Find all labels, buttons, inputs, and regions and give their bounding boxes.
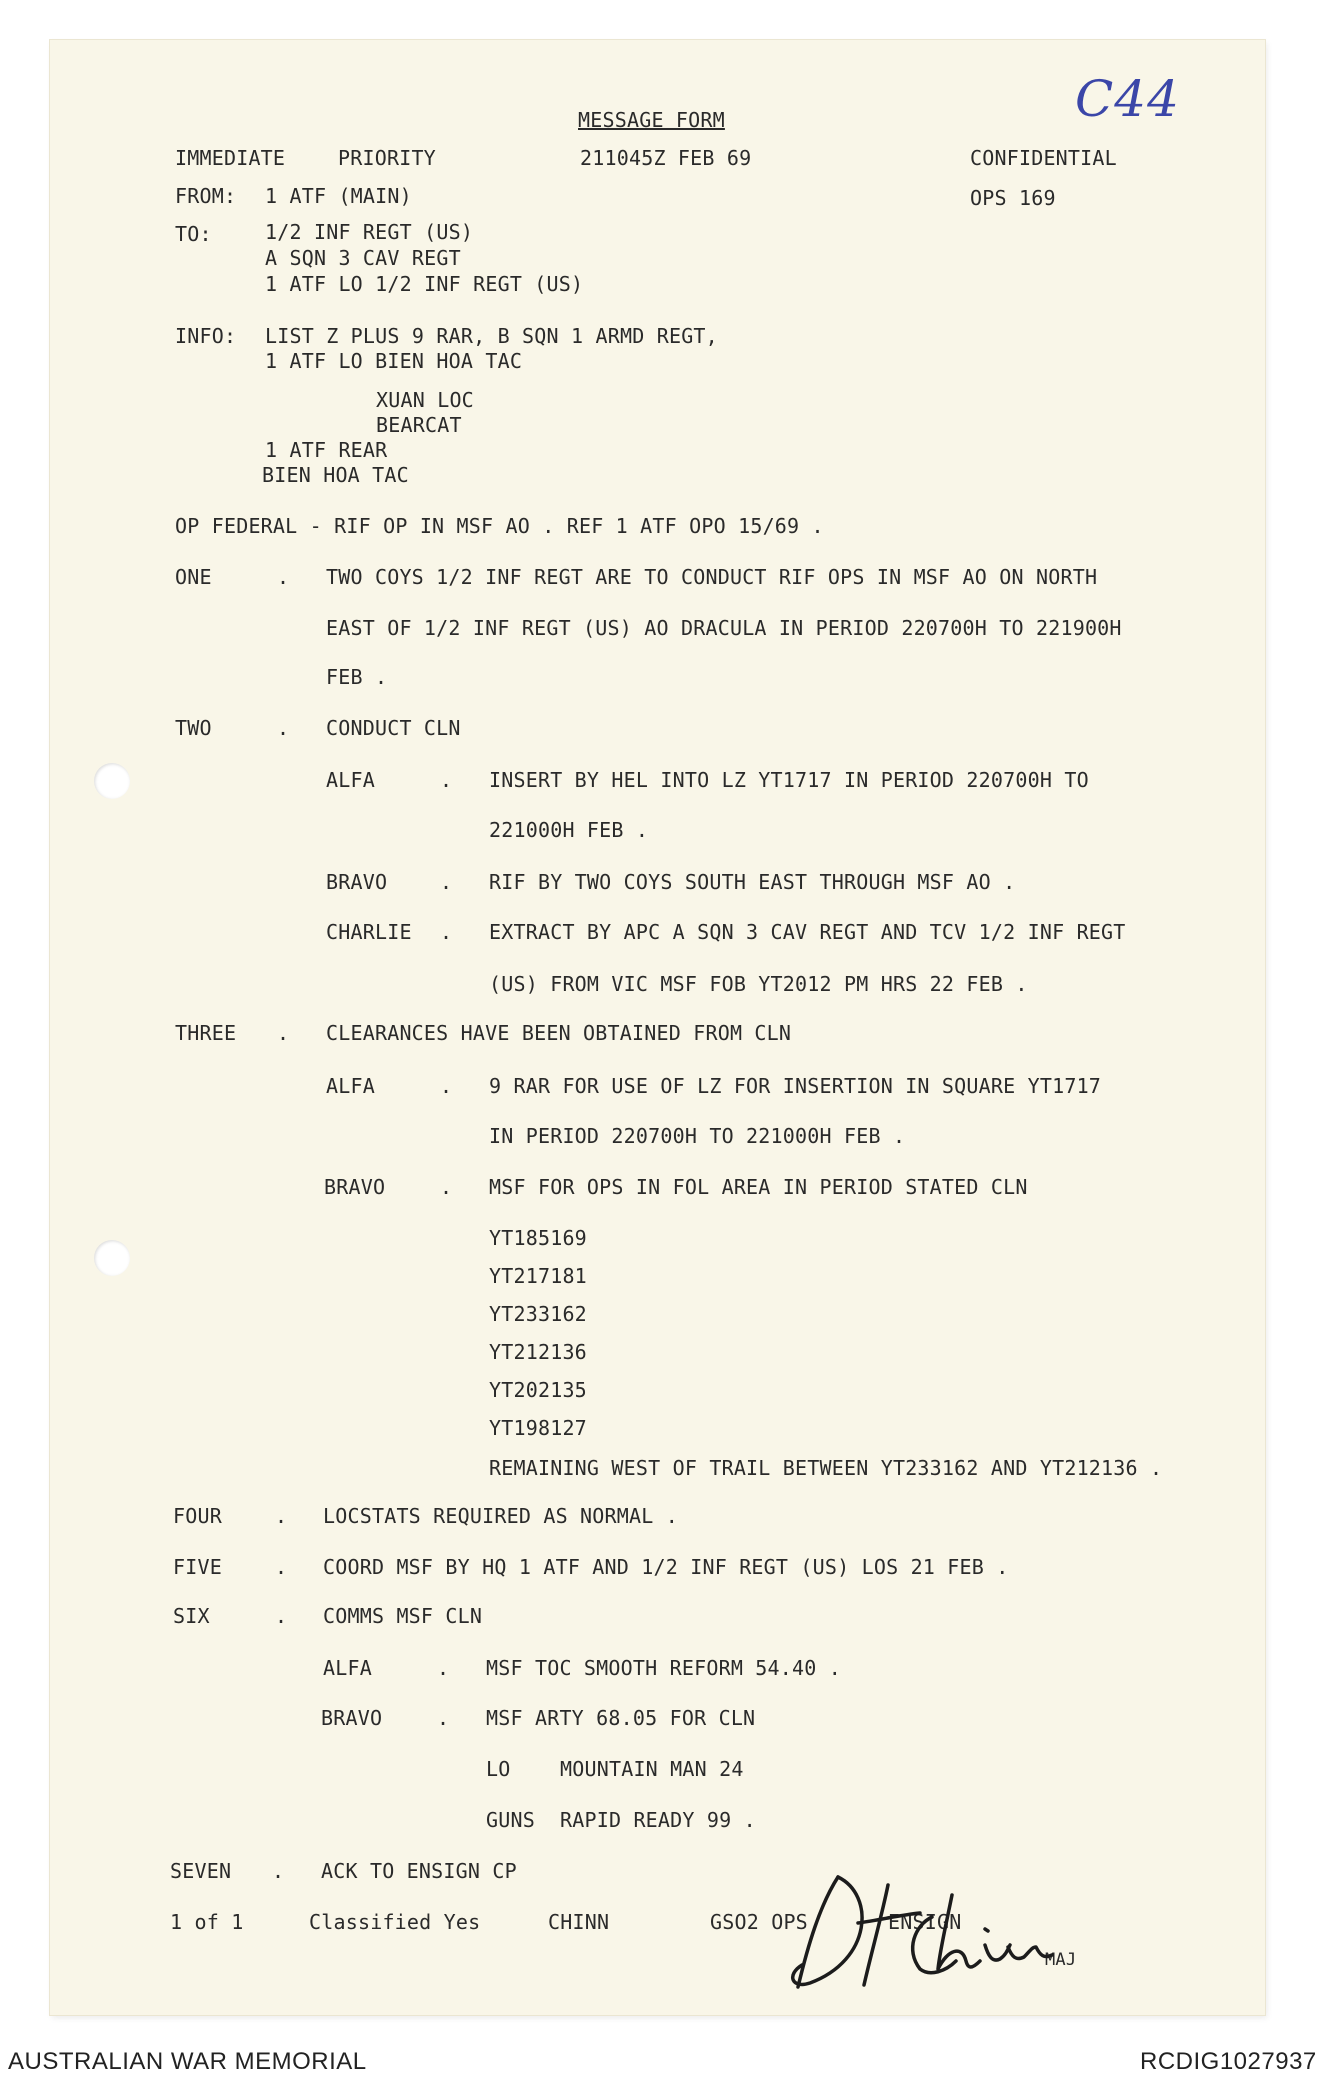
sub-bravo-label: BRAVO bbox=[321, 1706, 383, 1730]
info-label: INFO: bbox=[175, 324, 237, 348]
sub-alfa-label: ALFA bbox=[326, 1074, 375, 1098]
para-four-label: FOUR bbox=[173, 1504, 222, 1528]
sub-charlie-label: CHARLIE bbox=[326, 920, 412, 944]
info-tail-line: 1 ATF REAR bbox=[265, 438, 388, 462]
para-five-text: COORD MSF BY HQ 1 ATF AND 1/2 INF REGT (US) LOS 21 FEB . bbox=[323, 1555, 1009, 1579]
para-five-dot: . bbox=[275, 1555, 288, 1579]
grid-ref: YT185169 bbox=[489, 1226, 587, 1250]
para-seven-text: ACK TO ENSIGN CP bbox=[321, 1859, 517, 1883]
subject-line: OP FEDERAL - RIF OP IN MSF AO . REF 1 ATF OPO 15/69 . bbox=[175, 514, 824, 538]
form-title: MESSAGE FORM bbox=[578, 108, 725, 132]
sub-dot: . bbox=[440, 768, 453, 792]
originator-appointment: GSO2 OPS bbox=[710, 1910, 808, 1934]
para-six-text: COMMS MSF CLN bbox=[323, 1604, 483, 1628]
para-one-line: FEB . bbox=[326, 665, 388, 689]
para-one-dot: . bbox=[277, 565, 290, 589]
grid-ref: YT202135 bbox=[489, 1378, 587, 1402]
sub-alfa-line: IN PERIOD 220700H TO 221000H FEB . bbox=[489, 1124, 906, 1148]
sub-alfa-label: ALFA bbox=[323, 1656, 372, 1680]
info-sub-line: XUAN LOC bbox=[376, 388, 474, 412]
to-line: 1 ATF LO 1/2 INF REGT (US) bbox=[265, 272, 584, 296]
remaining-line: REMAINING WEST OF TRAIL BETWEEN YT233162 AND YT212136 . bbox=[489, 1456, 1163, 1480]
lo-label: LO bbox=[486, 1757, 511, 1781]
sub-bravo-line: RIF BY TWO COYS SOUTH EAST THROUGH MSF AO . bbox=[489, 870, 1016, 894]
sub-alfa-line: MSF TOC SMOOTH REFORM 54.40 . bbox=[486, 1656, 841, 1680]
para-two-dot: . bbox=[277, 716, 290, 740]
footer-institution: AUSTRALIAN WAR MEMORIAL bbox=[8, 2048, 367, 2075]
originator-rank: MAJ bbox=[1045, 1950, 1077, 1970]
guns-label: GUNS bbox=[486, 1808, 535, 1832]
page-count: 1 of 1 bbox=[170, 1910, 244, 1934]
from-label: FROM: bbox=[175, 184, 237, 208]
sub-alfa-line: 221000H FEB . bbox=[489, 818, 649, 842]
para-six-dot: . bbox=[275, 1604, 288, 1628]
para-six-label: SIX bbox=[173, 1604, 210, 1628]
grid-ref: YT217181 bbox=[489, 1264, 587, 1288]
sub-charlie-line: (US) FROM VIC MSF FOB YT2012 PM HRS 22 FEB . bbox=[489, 972, 1028, 996]
para-one-label: ONE bbox=[175, 565, 212, 589]
from-value: 1 ATF (MAIN) bbox=[265, 184, 412, 208]
ops-ref-number: OPS 169 bbox=[970, 186, 1056, 210]
sub-alfa-line: INSERT BY HEL INTO LZ YT1717 IN PERIOD 220700H TO bbox=[489, 768, 1089, 792]
sub-bravo-line: MSF FOR OPS IN FOL AREA IN PERIOD STATED CLN bbox=[489, 1175, 1028, 1199]
para-three-text: CLEARANCES HAVE BEEN OBTAINED FROM CLN bbox=[326, 1021, 792, 1045]
footer-record-id: RCDIG1027937 bbox=[1140, 2048, 1317, 2075]
para-three-label: THREE bbox=[175, 1021, 237, 1045]
sub-dot: . bbox=[437, 1706, 450, 1730]
sub-bravo-label: BRAVO bbox=[324, 1175, 386, 1199]
grid-ref: YT212136 bbox=[489, 1340, 587, 1364]
grid-ref: YT198127 bbox=[489, 1416, 587, 1440]
para-seven-dot: . bbox=[272, 1859, 285, 1883]
para-one-line: EAST OF 1/2 INF REGT (US) AO DRACULA IN PERIOD 220700H TO 221900H bbox=[326, 616, 1122, 640]
precedence-priority: PRIORITY bbox=[338, 146, 436, 170]
to-label: TO: bbox=[175, 222, 212, 246]
to-line: 1/2 INF REGT (US) bbox=[265, 220, 474, 244]
sub-dot: . bbox=[440, 920, 453, 944]
para-four-text: LOCSTATS REQUIRED AS NORMAL . bbox=[323, 1504, 678, 1528]
para-two-label: TWO bbox=[175, 716, 212, 740]
sub-dot: . bbox=[440, 870, 453, 894]
grid-ref: YT233162 bbox=[489, 1302, 587, 1326]
para-five-label: FIVE bbox=[173, 1555, 222, 1579]
para-four-dot: . bbox=[275, 1504, 288, 1528]
handwritten-annotation: C44 bbox=[1075, 70, 1180, 128]
info-line: 1 ATF LO BIEN HOA TAC bbox=[265, 349, 523, 373]
sub-charlie-line: EXTRACT BY APC A SQN 3 CAV REGT AND TCV 1/2 INF REGT bbox=[489, 920, 1126, 944]
info-sub-line: BEARCAT bbox=[376, 413, 462, 437]
para-seven-label: SEVEN bbox=[170, 1859, 232, 1883]
classification: CONFIDENTIAL bbox=[970, 146, 1117, 170]
punch-hole bbox=[94, 763, 130, 799]
para-three-dot: . bbox=[277, 1021, 290, 1045]
punch-hole bbox=[94, 1240, 130, 1276]
sub-alfa-label: ALFA bbox=[326, 768, 375, 792]
sub-dot: . bbox=[440, 1175, 453, 1199]
guns-callsign: RAPID READY 99 . bbox=[560, 1808, 756, 1832]
sub-dot: . bbox=[437, 1656, 450, 1680]
para-two-text: CONDUCT CLN bbox=[326, 716, 461, 740]
sub-bravo-line: MSF ARTY 68.05 FOR CLN bbox=[486, 1706, 756, 1730]
sub-alfa-line: 9 RAR FOR USE OF LZ FOR INSERTION IN SQUARE YT1717 bbox=[489, 1074, 1102, 1098]
handwritten-signature bbox=[780, 1865, 1080, 1995]
sub-bravo-label: BRAVO bbox=[326, 870, 388, 894]
originator-name: CHINN bbox=[548, 1910, 610, 1934]
date-time-group: 211045Z FEB 69 bbox=[580, 146, 752, 170]
originator-callsign: ENSIGN bbox=[888, 1910, 962, 1934]
sub-dot: . bbox=[440, 1074, 453, 1098]
lo-callsign: MOUNTAIN MAN 24 bbox=[560, 1757, 744, 1781]
info-line: LIST Z PLUS 9 RAR, B SQN 1 ARMD REGT, bbox=[265, 324, 718, 348]
to-line: A SQN 3 CAV REGT bbox=[265, 246, 461, 270]
precedence-immediate: IMMEDIATE bbox=[175, 146, 286, 170]
classified-flag: Classified Yes bbox=[309, 1910, 481, 1934]
info-tail-line: BIEN HOA TAC bbox=[262, 463, 409, 487]
para-one-line: TWO COYS 1/2 INF REGT ARE TO CONDUCT RIF OPS IN MSF AO ON NORTH bbox=[326, 565, 1098, 589]
